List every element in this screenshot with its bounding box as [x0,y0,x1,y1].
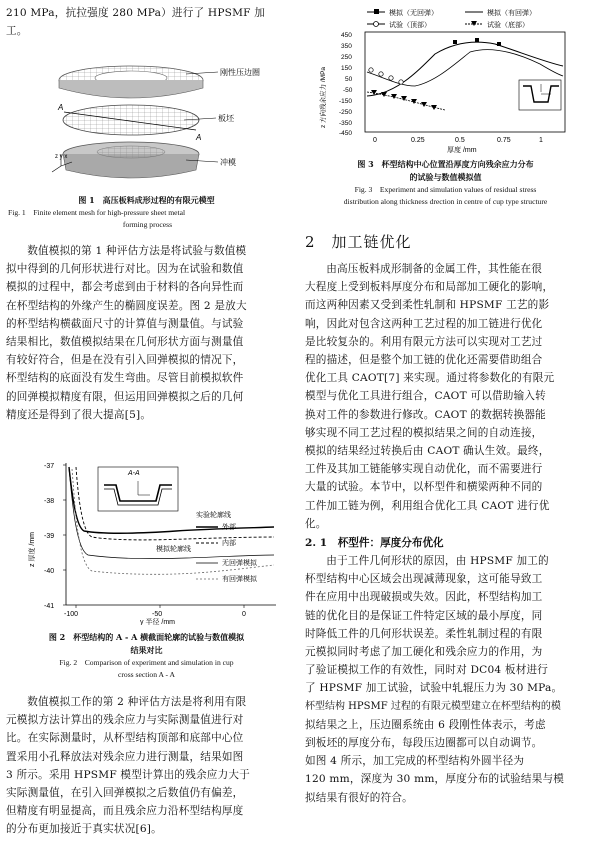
y-axis-ticks [44,463,66,610]
text-line: 程的描述，但是整个加工链的优化还需要借助组合 [305,354,543,367]
text-line: 杯型结构中心区域会出现减薄现象，这可能导致工 [305,573,543,586]
text-line: 到板坯的厚度分布，每段压边圈都可以自动调节。 [305,737,543,750]
text-line: 的分布更加接近于真实状况[6]。 [6,823,162,836]
text-line: 模拟的结果经过转换后由 CAOT 确认生效。最终， [305,445,550,458]
text-line: 时降低工件的几何形状误差。柔性轧制过程的有限 [305,627,543,640]
rigid-blankholder [59,66,203,98]
legend-sim-no-spring: 模拟（无回弹） [389,10,438,17]
text-line: 工。 [6,25,28,38]
y-tick: -41 [44,603,55,610]
text-line: 了 HPSMF 加工试验，试验中轧辊压力为 30 MPa。 [305,682,563,695]
text-line: 拟中得到的几何形状进行对比。因为在试验和数值 [6,263,244,276]
x-tick: -100 [64,611,79,618]
text-line: 模型与优化工具进行组合，CAOT 可以借助输入转 [305,390,546,403]
x-axis-ticks [373,137,543,144]
label-blank: 板坯 [218,114,234,123]
text-line: 模拟的过程中，都会考虑到由于材料的各向异性而 [6,281,244,294]
figure-2 [6,455,287,681]
x-tick: 0.75 [497,137,511,144]
y-tick: -50 [343,87,353,94]
y-axis-ticks [339,32,353,137]
y-tick: -40 [44,568,55,575]
text-line: 在杯型结构的外缘产生的椭圆度误差。图 2 是放大 [6,299,247,312]
text-line: 210 MPa，抗拉强度 280 MPa）进行了 HPSMF 加 [6,7,266,19]
subsection-title: 2. 1 杯型件：厚度分布优化 [305,537,444,549]
x-tick: 0 [242,611,246,618]
section-title: 2 加工链优化 [305,233,412,251]
text-line: 数值模拟的第 1 种评估方法是将试验与数值模 [27,245,247,257]
text-line: 但精度有明显提高，而且残余应力沿杯型结构厚度 [6,805,244,818]
fig3-caption-zh: 图 3 杯型结构中心位置沿厚度方向残余应力分布 的试验与数值模拟值 [357,159,534,182]
y-tick: 350 [341,43,352,50]
text-line: 精度还是得到了很大提高[5]。 [6,408,152,421]
fig2-caption-zh: 图 2 杯型结构的 A - A 横截面轮廓的试验与数值模拟 结果对比 [48,632,245,655]
section-mark-a-right: A [196,133,202,142]
paragraph-evaluation-2 [6,693,287,839]
text-line: 大量的试验。本节中，以杯型件和横梁两种不同的 [305,481,543,494]
y-tick: -37 [44,463,55,470]
x-tick: 0.25 [411,137,425,144]
text-line: 有较好符合，但是在没有引入回弹模拟的情况下， [6,354,244,367]
text-line: 是比较复杂的。利用有限元方法可以实现对工艺过 [305,335,543,348]
y-tick: -39 [44,533,55,540]
text-line: 如图 4 所示，加工完成的杯型结构外圆半径为 [305,755,525,768]
text-line: 工件加工链为例，利用组合优化工具 CAOT 进行优 [305,499,550,512]
text-line: 比。在实际测量时，从杯型结构顶部和底部中心位 [6,732,244,745]
x-tick: -50 [152,611,163,618]
fem-mesh-figure [6,48,287,188]
x-tick: 0.5 [455,137,465,144]
text-line: 置采用小孔释放法对残余应力进行测量，结果如图 [6,750,244,763]
text-line: 杯型结构的底面没有发生弯曲。尽管目前模拟软件 [6,372,244,385]
text-line: 换对工件的参数进行修改。CAOT 的数据转换器能 [305,408,546,421]
y-axis-label: z 方向残余应力 /MPa [320,66,327,128]
square-marker-icon [374,9,379,14]
y-tick: 250 [341,54,352,61]
text-line: 结果相比，数值模拟结果在几何形状方面与测量值 [6,336,244,349]
text-line: 而这两种因素又受到柔性轧制和 HPSMF 工艺的影 [305,299,550,312]
y-axis-label: z 厚度 /mm [29,532,36,567]
y-tick: -450 [339,130,353,137]
legend-inner: 内部 [222,540,236,547]
y-tick: 450 [341,32,352,39]
legend-with-springback: 有回弹模拟 [222,576,257,583]
y-tick: -350 [339,120,353,127]
text-line: 杯型结构 HPSMF 过程的有限元模型建立在杯型结构的模 [305,700,561,712]
y-tick: -250 [339,109,353,116]
chart-legend [367,8,536,29]
cup-section-inset [98,467,178,511]
text-line: 优化工具 CAOT[7] 来实现。通过将参数化的有限元 [305,372,555,385]
fig2-caption-en: Fig. 2 Comparison of experiment and simulation in cup cross section A - A [59,658,234,679]
text-line: 元模拟方法计算出的残余应力与实际测量值进行对 [6,714,244,727]
x-axis-label: y 半径 /mm [140,619,175,625]
text-line: 够实现不同工艺过程的模拟结果之间的自动连接， [305,426,543,439]
y-tick: 50 [345,76,353,83]
text-line: 3 所示。采用 HPSMF 模型计算出的残余应力大于 [6,768,250,781]
text-line: 的回弹模拟精度有限，但运用回弹模拟之后的几何 [6,390,244,403]
paragraph-processing-chain [305,260,586,533]
circle-marker-icon [374,22,379,27]
text-line: 数值模拟工作的第 2 种评估方法是将利用有限 [27,696,247,708]
text-line: 大程度上受到板料厚度分布和局部加工硬化的影响， [305,281,554,294]
y-tick: 150 [341,65,352,72]
sim-no-spring-markers [453,38,501,46]
text-line: 120 mm，深度为 30 mm，厚度分布的试验结果与模 [305,773,565,786]
paragraph-cup-optimization [305,552,586,807]
text-line: 由高压板料成形制备的金属工件，其性能在很 [326,263,543,275]
inset-title: A-A [128,470,140,477]
figure-1 [6,48,287,229]
label-die: 冲模 [220,158,236,167]
text-line: 拟结果有很好的符合。 [305,791,413,804]
text-line: 化。 [305,517,327,530]
legend-no-springback: 无回弹模拟 [222,560,257,567]
x-axis-label: 厚度 /mm [447,147,477,154]
y-tick: -150 [339,98,353,105]
die [63,142,199,178]
legend-sim-spring: 模拟（有回弹） [487,10,536,17]
legend-outer: 外部 [222,524,236,531]
text-line: 实际测量值，在引入回弹模拟之后数值仍有偏差， [6,787,244,800]
text-line: 的杯型结构横截面尺寸的计算值与测量值。与试验 [6,317,244,330]
cup-inset [519,80,561,110]
sheet-blank [63,105,199,135]
fig1-caption-en: Fig. 1 Finite element mesh for high-pressure sheet metal forming process [8,208,186,229]
legend-exp-bottom: 试验（底部） [487,22,529,29]
text-line: 链的优化目的是保证工件特定区域的最小厚度，同 [305,609,543,622]
text-line: 工件及其加工链能够实现自动优化，而不需要进行 [305,463,543,476]
legend-exp-head: 实验轮廓线 [196,512,231,519]
intro-paragraph [6,4,287,40]
figure-3 [305,4,586,208]
x-tick: 1 [539,137,543,144]
section-mark-a-left: A [58,103,64,112]
fig1-caption-zh: 图 1 高压板料成形过程的有限元模型 [78,195,215,205]
y-tick: -38 [44,498,55,505]
exp-top-markers [369,68,403,84]
svg-text:z y x: z y x [55,154,68,160]
text-line: 件在应用中出现破损或失效。因此，杯型结构加工 [305,591,543,604]
text-line: 响，因此对包含这两种工艺过程的加工链进行优化 [305,317,543,330]
label-blankholder: 刚性压边圈 [220,68,260,77]
paragraph-evaluation-1 [6,242,287,424]
legend-sim-head: 模拟轮廓线 [156,546,191,553]
x-axis-ticks [64,605,246,618]
fig3-caption-en: Fig. 3 Experiment and simulation values of residual stress distribution along thickness drection in centre of cup type structure [343,185,548,206]
text-line: 由于工件几何形状的原因，由 HPSMF 加工的 [326,555,549,567]
residual-stress-chart [305,4,586,154]
triangle-marker-icon [471,21,477,26]
text-line: 了验证模拟工作的有效性，同时对 DC04 板材进行 [305,664,549,677]
legend-exp-top: 试验（顶部） [389,22,431,29]
text-line: 拟结果之上，压边圈系统由 6 段刚性体表示，考虑 [305,718,546,731]
cross-section-chart [6,455,287,625]
text-line: 元模拟同时考虑了加工硬化和残余应力的作用，为 [305,646,543,659]
x-tick: 0 [373,137,377,144]
